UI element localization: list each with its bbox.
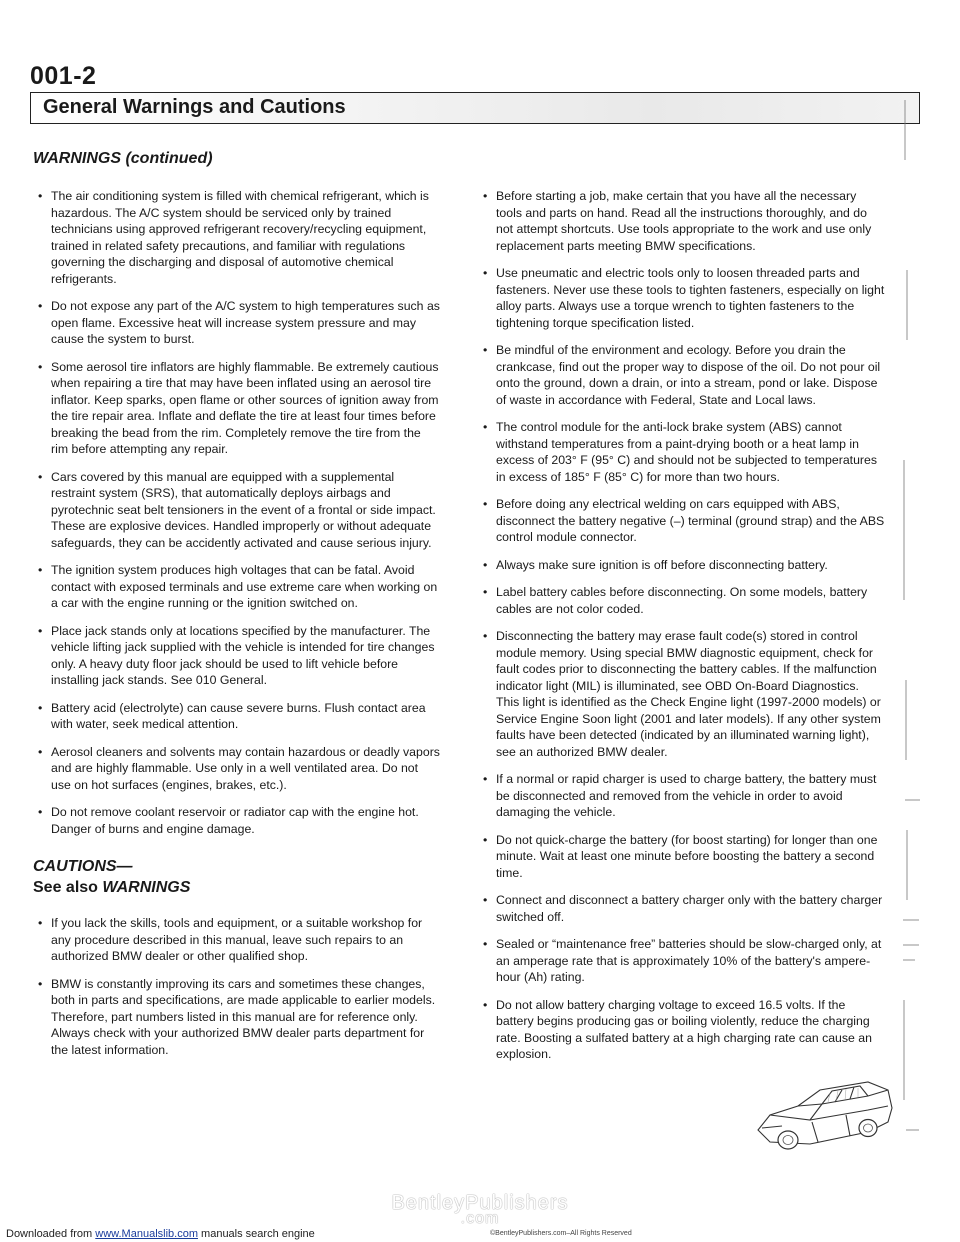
list-item: • BMW is constantly improving its cars and sometimes these changes, both in parts and specifications, are made applicable to earlier models. Therefore, part numbers listed in this manual are for reference only. Always check with your authorized BMW dealer parts department for the latest information. [38, 976, 440, 1059]
list-item: • The control module for the anti-lock brake system (ABS) cannot withstand temperatures from a paint-drying booth or a heat lamp in excess of 203° F (95° C) and should not be subjected to temperatures in excess of 185° F (85° C) for more than two hours. [483, 419, 885, 485]
cautions-heading-block [33, 857, 440, 899]
list-item: • The air conditioning system is filled with chemical refrigerant, which is hazardous. The A/C system should be serviced only by trained technicians using approved refrigerant recovery/recycling equipment, trained in related safety precautions, and familiar with regulations governing the discharging and disposal of automotive chemical refrigerants. [38, 188, 440, 287]
scan-edge-marks [895, 40, 925, 1190]
copyright-notice: ©BentleyPublishers.com–All Rights Reserved [490, 1230, 632, 1237]
see-also-prefix: See also [33, 879, 103, 896]
cautions-heading: CAUTIONS— [33, 858, 133, 875]
section-title: General Warnings and Cautions [43, 96, 346, 118]
footer-prefix: Downloaded from [6, 1228, 96, 1240]
list-item: • Connect and disconnect a battery charger only with the battery charger switched off. [483, 892, 885, 925]
page-number: 001-2 [30, 62, 97, 90]
list-item: • Be mindful of the environment and ecology. Before you drain the crankcase, find out the proper way to dispose of the oil. Do not pour oil onto the ground, down a drain, or into a stream, pond or lake. Dispose of waste in accordance with Federal, State and Local laws. [483, 342, 885, 408]
list-item: • Label battery cables before disconnecting. On some models, battery cables are not color coded. [483, 584, 885, 617]
manualslib-link[interactable]: www.Manualslib.com [95, 1228, 198, 1240]
list-item: • Battery acid (electrolyte) can cause severe burns. Flush contact area with water, seek medical attention. [38, 700, 440, 733]
list-item: • Sealed or “maintenance free” batteries should be slow-charged only, at an amperage rate that is approximately 10% of the battery's ampere-hour (Ah) rating. [483, 936, 885, 986]
list-item: • Some aerosol tire inflators are highly flammable. Be extremely cautious when repairing a tire that may have been inflated using an aerosol tire inflator. Keep sparks, open flame or other sources of ignition away from the tire repair area. Inflate and deflate the tire at least four times before breaking the bead from the rim. Completely remove the tire from the rim before attempting any repair. [38, 359, 440, 458]
list-item: • Do not expose any part of the A/C system to high temperatures such as open flame. Excessive heat will increase system pressure and may cause the system to burst. [38, 298, 440, 348]
list-item: • Place jack stands only at locations specified by the manufacturer. The vehicle lifting jack supplied with the vehicle is intended for tire changes only. A heavy duty floor jack should be used to lift vehicle before installing jack stands. See 010 General. [38, 623, 440, 689]
see-also-line [33, 877, 440, 899]
section-title-box [30, 92, 920, 124]
list-item: • Do not quick-charge the battery (for boost starting) for longer than one minute. Wait at least one minute before boosting the battery a second time. [483, 832, 885, 882]
see-also-reference: WARNINGS [102, 879, 191, 896]
left-column [33, 188, 440, 1069]
list-item: • Use pneumatic and electric tools only to loosen threaded parts and fasteners. Never use these tools to tighten fasteners, especially on light alloy parts. Always use a torque wrench to tighten fasteners to the tightening torque specification listed. [483, 265, 885, 331]
warnings-list-left [38, 188, 440, 837]
list-item: • Before doing any electrical welding on cars equipped with ABS, disconnect the battery negative (–) terminal (ground strap) and the ABS control module connector. [483, 496, 885, 546]
list-item: • Always make sure ignition is off before disconnecting battery. [483, 557, 885, 574]
list-item: • Do not remove coolant reservoir or radiator cap with the engine hot. Danger of burns and engine damage. [38, 804, 440, 837]
list-item: • Aerosol cleaners and solvents may contain hazardous or deadly vapors and are highly flammable. Use only in a well ventilated area. Do not use on hot surfaces (engines, brakes, etc.). [38, 744, 440, 794]
list-item: • The ignition system produces high voltages that can be fatal. Avoid contact with exposed terminals and use extreme care when working on a car with the engine running or the ignition switched on. [38, 562, 440, 612]
publisher-watermark-domain: .com [460, 1210, 500, 1227]
list-item: • Disconnecting the battery may erase fault code(s) stored in control module memory. Using special BMW diagnostic equipment, check for fault codes prior to disconnecting the battery cables. If the malfunction indicator light (MIL) is illuminated, see OBD On-Board Diagnostics. This light is identified as the Check Engine light (1997-2000 models) or Service Engine Soon light (2001 and later models). If any other system faults have been detected (indicated by an illuminated warning light), see an authorized BMW dealer. [483, 628, 885, 760]
download-footer [6, 1228, 315, 1240]
cautions-list [38, 915, 440, 1058]
warnings-heading: WARNINGS (continued) [33, 150, 213, 167]
publisher-watermark: BentleyPublishers [391, 1192, 569, 1214]
footer-suffix: manuals search engine [197, 1228, 315, 1240]
list-item: • Do not allow battery charging voltage to exceed 16.5 volts. If the battery begins producing gas or boiling violently, reduce the charging rate. Boosting a sulfated battery at a high charging rate can cause an explosion. [483, 997, 885, 1063]
list-item: • If a normal or rapid charger is used to charge battery, the battery must be disconnected and removed from the vehicle in order to avoid damaging the vehicle. [483, 771, 885, 821]
list-item: • If you lack the skills, tools and equipment, or a suitable workshop for any procedure described in this manual, leave such repairs to an authorized BMW dealer or other qualified shop. [38, 915, 440, 965]
list-item: • Before starting a job, make certain that you have all the necessary tools and parts on hand. Read all the instructions thoroughly, and do not attempt shortcuts. Use tools appropriate to the work and use only replacement parts meeting BMW specifications. [483, 188, 885, 254]
list-item: • Cars covered by this manual are equipped with a supplemental restraint system (SRS), that automatically deploys airbags and pyrotechnic seat belt tensioners in the event of a frontal or side impact. These are explosive devices. Handled improperly or without adequate safeguards, they can be accidently activated and cause serious injury. [38, 469, 440, 552]
cautions-list-right [483, 188, 885, 1063]
right-column [483, 188, 885, 1074]
car-illustration [750, 1060, 900, 1160]
